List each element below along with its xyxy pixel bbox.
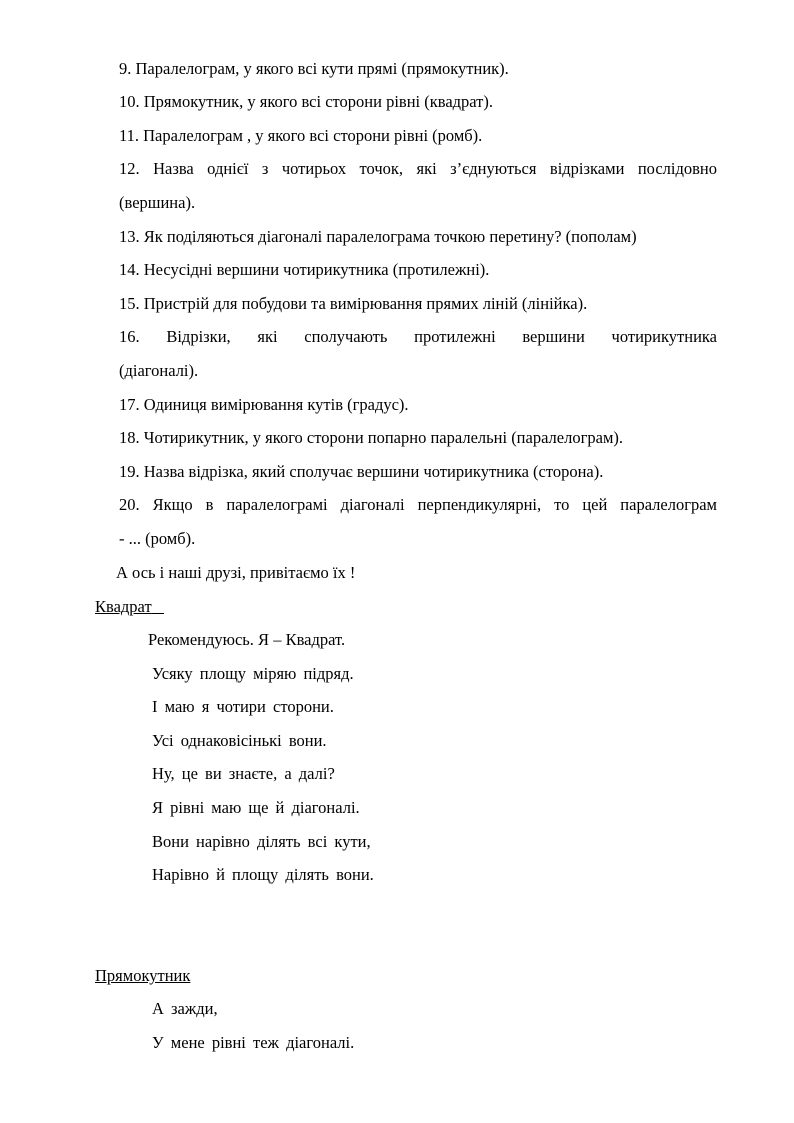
square-poem-line-3: І маю я чотири сторони. <box>152 697 334 716</box>
question-9: 9. Паралелограм, у якого всі кути прямі (прямокутник). <box>119 59 509 78</box>
question-15: 15. Пристрій для побудови та вимірювання прямих ліній (лінійка). <box>119 294 588 313</box>
question-20-line-2: - ... (ромб). <box>119 529 196 548</box>
question-12-line-1: 12. Назва однієї з чотирьох точок, які з’єднуються відрізками послідовно <box>119 159 717 178</box>
square-poem-line-4: Усі однаковісінькі вони. <box>152 731 327 750</box>
greeting-text: А ось і наші друзі, привітаємо їх ! <box>116 563 356 582</box>
rectangle-poem-line-1: А зажди, <box>152 999 218 1018</box>
question-14: 14. Несусідні вершини чотирикутника (протилежні). <box>119 260 490 279</box>
square-poem-line-6: Я рівні маю ще й діагоналі. <box>152 798 360 817</box>
question-16-line-1: 16. Відрізки, які сполучають протилежні вершини чотирикутника <box>119 327 717 346</box>
square-poem-line-8: Нарівно й площу ділять вони. <box>152 865 374 884</box>
question-20-line-1: 20. Якщо в паралелограмі діагоналі перпендикулярні, то цей паралелограм <box>119 495 717 514</box>
question-13: 13. Як поділяються діагоналі паралелограма точкою перетину? (пополам) <box>119 227 637 246</box>
question-12-line-2: (вершина). <box>119 193 196 212</box>
rectangle-poem-line-2: У мене рівні теж діагоналі. <box>152 1033 355 1052</box>
question-17: 17. Одиниця вимірювання кутів (градус). <box>119 395 409 414</box>
square-poem-line-1: Рекомендуюсь. Я – Квадрат. <box>148 630 346 649</box>
question-16-line-2: (діагоналі). <box>119 361 199 380</box>
question-10: 10. Прямокутник, у якого всі сторони рівні (квадрат). <box>119 92 494 111</box>
question-19: 19. Назва відрізка, який сполучає вершини чотирикутника (сторона). <box>119 462 604 481</box>
square-heading: Квадрат <box>95 597 152 616</box>
rectangle-heading: Прямокутник <box>95 966 191 985</box>
question-11: 11. Паралелограм , у якого всі сторони рівні (ромб). <box>119 126 483 145</box>
square-poem-line-5: Ну, це ви знаєте, а далі? <box>152 764 335 783</box>
square-poem-line-2: Усяку площу міряю підряд. <box>152 664 354 683</box>
square-poem-line-7: Вони нарівно ділять всі кути, <box>152 832 371 851</box>
question-18: 18. Чотирикутник, у якого сторони попарно паралельні (паралелограм). <box>119 428 623 447</box>
